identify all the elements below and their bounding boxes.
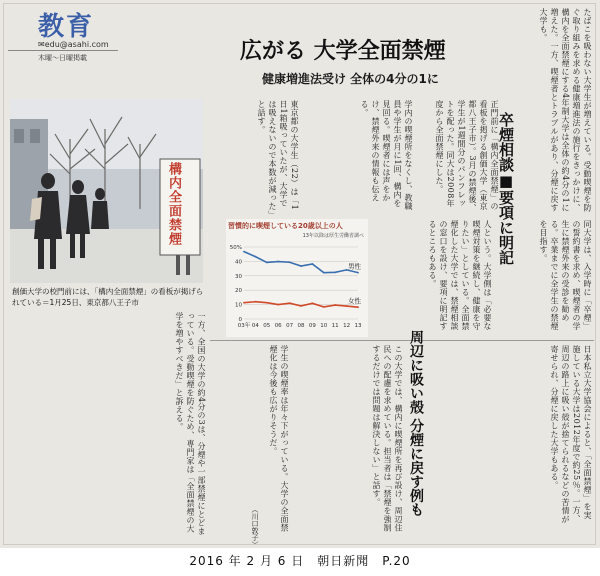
chart-point xyxy=(357,306,359,308)
chart-point xyxy=(300,265,302,267)
chart-series-line xyxy=(244,252,358,273)
chart-x-tick-label: 04 xyxy=(251,323,259,329)
chart-y-tick-label: 0 xyxy=(238,317,242,323)
chart-point xyxy=(289,302,291,304)
chart-x-tick-label: 11 xyxy=(331,323,339,329)
section-heading-consult: 卒煙相談■要項に明記 xyxy=(497,112,515,265)
section-heading-butts: 周辺に吸い殻 分煙に戻す例も xyxy=(408,330,424,517)
chart-y-tick-label: 10 xyxy=(235,302,242,309)
publication-line: 2016 年 2 月 6 日 朝日新聞 P.20 xyxy=(189,554,411,568)
chart-x-tick-label: 09 xyxy=(308,323,316,329)
chart-y-tick-label: 40 xyxy=(235,259,242,266)
chart-point xyxy=(357,272,359,274)
sign-text: 構内全面禁煙 xyxy=(166,162,181,246)
body-column-f: 日本私立大学協会によると、「全面禁煙」を実施している大学は2012年度で約25％。一方、周辺の路上に吸い殻が捨てられるなどの苦情が寄せられ、分煙に戻した大学もある。 xyxy=(550,345,592,524)
chart-point xyxy=(300,305,302,307)
chart-point xyxy=(243,302,245,304)
chart-x-tick-label: 12 xyxy=(343,323,351,329)
photo-caption: 創価大学の校門前には、「構内全面禁煙」の看板が掲げられている＝1月25日、東京都八王子市 xyxy=(12,287,204,307)
chart-source: 13年以降は厚生労働省調べ xyxy=(302,233,364,239)
chart-x-tick-label: 03年 xyxy=(237,323,251,329)
body-column-c: 東京都の大学生（22）は「1日1箱吸っていたが、大学では吸えないので本数が減った」と話す。 xyxy=(257,100,299,215)
chart-point xyxy=(266,302,268,304)
chart-point xyxy=(243,251,245,253)
chart-point xyxy=(289,261,291,263)
body-column-b: 学内の喫煙所をなくし、教職員や学生が月に1回、構内を見回る。喫煙者には声をかけ、禁煙外来の情報も伝える。 xyxy=(360,100,413,211)
chart-point xyxy=(277,304,279,306)
chart-point xyxy=(323,306,325,308)
chart-point xyxy=(334,271,336,273)
chart-point xyxy=(312,302,314,304)
chart-y-tick-label: 50% xyxy=(229,245,242,251)
chart-series-label: 女性 xyxy=(348,297,361,306)
body-column-g: この大学では、構内に喫煙所を再び設け、周辺住民への配慮を求めている。担当者は「禁煙を強制するだけでは問題は解決しない」と話す。 xyxy=(372,345,403,532)
chart-point xyxy=(255,301,257,303)
masthead-rule xyxy=(8,50,118,51)
chart-point xyxy=(255,256,257,258)
body-column-a: 正門前に「構内全面禁煙」の看板を掲げる創価大学（東京都八王子市）。3月の禁煙後、学生が1週間分のパンフレットを配った。同大は2008年度から全面禁煙にした。 xyxy=(435,100,499,213)
body-column-h: 学生の喫煙率は年々下がっている。大学の全面禁煙化は今後も広がりそうだ。 xyxy=(269,345,289,532)
chart-point xyxy=(323,272,325,274)
body-column-lead: たばこを吸わない大学生が増えている。受動喫煙を防ぐ取り組みを求める健康増進法の施行をきっかけに、構内を全面禁煙にする4年制大学は全体の約4分の1に増えた。一方、喫煙者とトラブルがあり、分煙に戻す大学も。 xyxy=(539,8,592,212)
chart-point xyxy=(334,304,336,306)
article-headline: 広がる 大学全面禁煙 xyxy=(240,38,446,64)
chart-series-label: 男性 xyxy=(348,262,361,271)
body-column-d: 人という。大学側は「必要な喫煙対策を継続し、健康を守りたい」としている。全面禁煙化した大学では、禁煙相談の窓口を設け、要項に明記するところもある。 xyxy=(428,220,492,331)
section-email: ✉edu@asahi.com xyxy=(38,40,109,49)
section-divider xyxy=(210,340,594,341)
article-subhead: 健康増進法受け 全体の4分の1に xyxy=(262,72,439,86)
chart-y-tick-label: 20 xyxy=(235,288,242,295)
chart-title: 習慣的に喫煙している20歳以上の人 xyxy=(228,222,343,230)
chart-x-tick-label: 06 xyxy=(274,323,282,329)
chart-x-tick-label: 05 xyxy=(263,323,271,329)
section-schedule: 木曜〜日曜掲載 xyxy=(38,54,87,62)
section-title: 教育 xyxy=(38,12,95,42)
chart-point xyxy=(266,262,268,264)
chart-x-tick-label: 13 xyxy=(354,323,362,329)
byline: （川口敦子） xyxy=(251,506,259,548)
chart-x-tick-label: 07 xyxy=(286,323,294,329)
chart-y-tick-label: 30 xyxy=(235,273,242,280)
chart-point xyxy=(312,263,314,265)
body-column-e: 同大学は、入学時に「卒煙」の誓約書を求め、喫煙者の学生に禁煙外来の受診を勧める。卒業までに全学生の禁煙を目指す。 xyxy=(539,220,592,331)
chart-x-tick-label: 08 xyxy=(297,323,305,329)
smoking-rate-chart xyxy=(226,219,368,337)
chart-point xyxy=(277,261,279,263)
campus-gate-photo xyxy=(10,99,203,283)
chart-plot xyxy=(226,219,368,337)
chart-x-tick-label: 10 xyxy=(320,323,328,329)
chart-point xyxy=(346,305,348,307)
body-column-i: 一方、全国の大学の約4分の3は、分煙や一部禁煙にとどまっている。受動喫煙を防ぐため、専門家は「全面禁煙の大学を増やすべきだ」と訴える。 xyxy=(175,312,206,536)
